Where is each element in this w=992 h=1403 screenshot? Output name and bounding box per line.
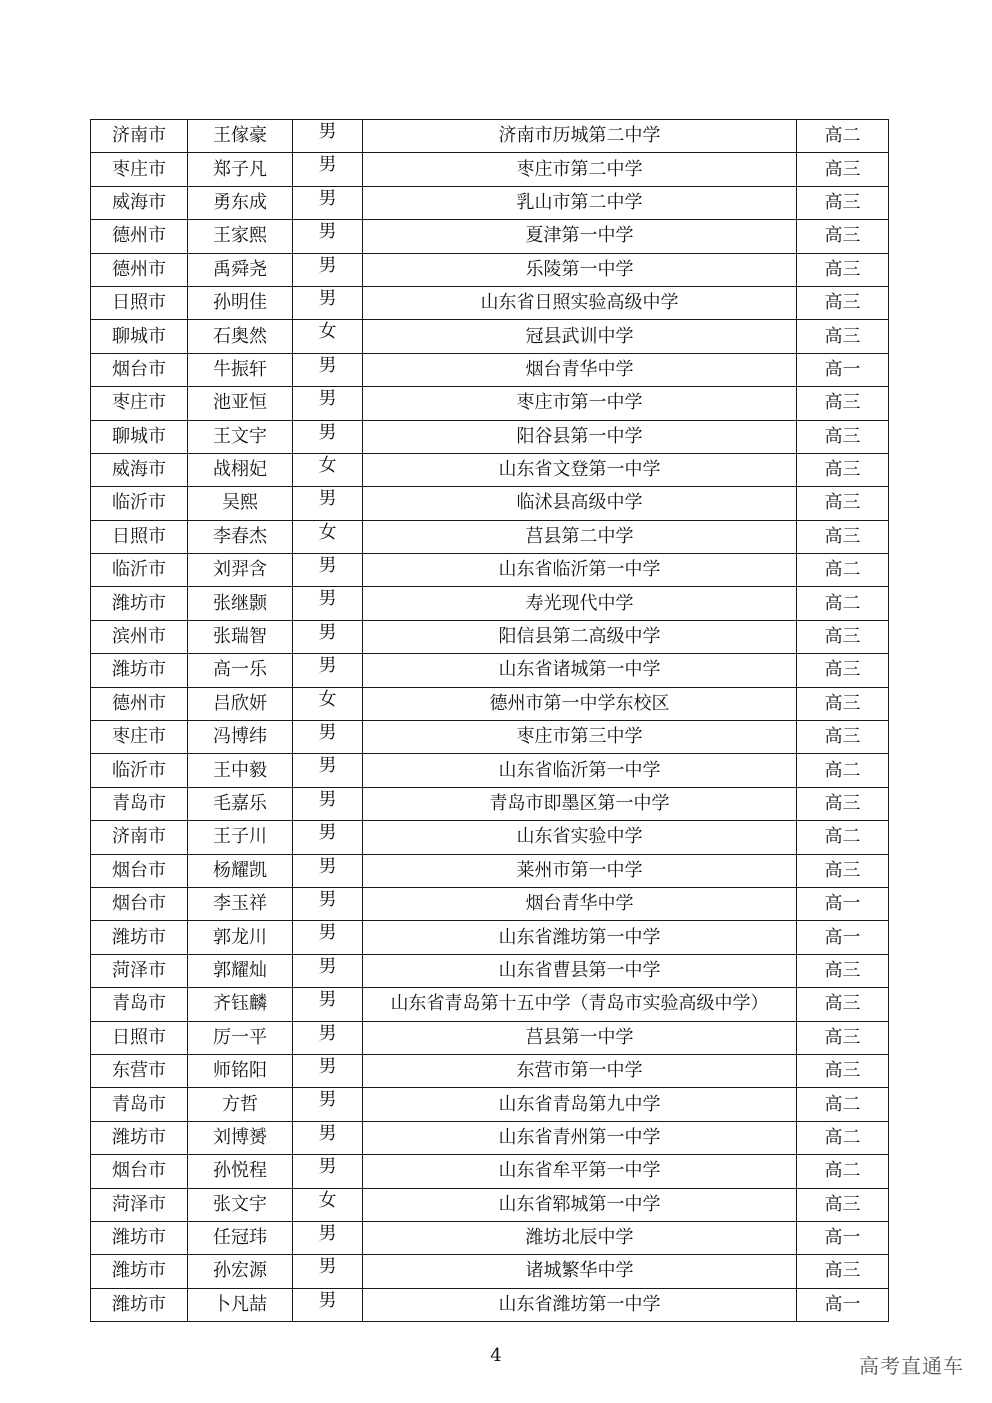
gender-cell: 男 (293, 654, 363, 687)
grade-cell: 高一 (797, 1288, 889, 1321)
city-cell: 烟台市 (91, 887, 188, 920)
city-cell: 滨州市 (91, 620, 188, 653)
name-cell: 刘博赟 (188, 1121, 293, 1154)
table-row (91, 220, 889, 253)
grade-cell: 高三 (797, 787, 889, 820)
school-cell: 山东省实验中学 (363, 821, 797, 854)
city-cell: 潍坊市 (91, 1255, 188, 1288)
student-list-table (90, 119, 889, 1322)
table-row (91, 787, 889, 820)
name-cell: 李春杰 (188, 520, 293, 553)
name-cell: 勇东成 (188, 186, 293, 219)
grade-cell: 高二 (797, 120, 889, 153)
name-cell: 孙宏源 (188, 1255, 293, 1288)
table-row (91, 921, 889, 954)
gender-cell: 女 (293, 687, 363, 720)
table-row (91, 1088, 889, 1121)
table-row (91, 453, 889, 486)
grade-cell: 高三 (797, 220, 889, 253)
table-row (91, 420, 889, 453)
gender-cell: 男 (293, 554, 363, 587)
gender-cell: 男 (293, 1288, 363, 1321)
gender-cell: 男 (293, 854, 363, 887)
grade-cell: 高三 (797, 1255, 889, 1288)
gender-cell: 男 (293, 754, 363, 787)
gender-cell: 女 (293, 453, 363, 486)
name-cell: 厉一平 (188, 1021, 293, 1054)
name-cell: 池亚恒 (188, 387, 293, 420)
gender-cell: 男 (293, 721, 363, 754)
grade-cell: 高三 (797, 954, 889, 987)
city-cell: 日照市 (91, 286, 188, 319)
grade-cell: 高三 (797, 854, 889, 887)
table-row (91, 1221, 889, 1254)
gender-cell: 男 (293, 286, 363, 319)
page-number: 4 (490, 1345, 502, 1366)
grade-cell: 高二 (797, 1088, 889, 1121)
school-cell: 枣庄市第三中学 (363, 721, 797, 754)
table-row (91, 186, 889, 219)
gender-cell: 男 (293, 1021, 363, 1054)
table-row (91, 854, 889, 887)
name-cell: 毛嘉乐 (188, 787, 293, 820)
name-cell: 刘羿含 (188, 554, 293, 587)
name-cell: 冯博纬 (188, 721, 293, 754)
table-row (91, 620, 889, 653)
school-cell: 冠县武训中学 (363, 320, 797, 353)
table-row (91, 554, 889, 587)
school-cell: 济南市历城第二中学 (363, 120, 797, 153)
table-row (91, 687, 889, 720)
city-cell: 临沂市 (91, 754, 188, 787)
gender-cell: 男 (293, 620, 363, 653)
school-cell: 德州市第一中学东校区 (363, 687, 797, 720)
gender-cell: 男 (293, 186, 363, 219)
city-cell: 日照市 (91, 520, 188, 553)
school-cell: 山东省潍坊第一中学 (363, 921, 797, 954)
table-row (91, 1121, 889, 1154)
school-cell: 山东省郓城第一中学 (363, 1188, 797, 1221)
city-cell: 德州市 (91, 253, 188, 286)
table-row (91, 286, 889, 319)
city-cell: 潍坊市 (91, 921, 188, 954)
gender-cell: 男 (293, 487, 363, 520)
grade-cell: 高三 (797, 1054, 889, 1087)
gender-cell: 男 (293, 921, 363, 954)
grade-cell: 高三 (797, 721, 889, 754)
table-row (91, 120, 889, 153)
table-row (91, 988, 889, 1021)
grade-cell: 高三 (797, 286, 889, 319)
school-cell: 乳山市第二中学 (363, 186, 797, 219)
school-cell: 枣庄市第二中学 (363, 153, 797, 186)
school-cell: 寿光现代中学 (363, 587, 797, 620)
table-row (91, 954, 889, 987)
gender-cell: 女 (293, 520, 363, 553)
grade-cell: 高三 (797, 520, 889, 553)
city-cell: 济南市 (91, 821, 188, 854)
table-row (91, 1188, 889, 1221)
name-cell: 孙悦程 (188, 1155, 293, 1188)
table-row (91, 654, 889, 687)
table-row (91, 1288, 889, 1321)
grade-cell: 高三 (797, 620, 889, 653)
gender-cell: 女 (293, 320, 363, 353)
city-cell: 枣庄市 (91, 721, 188, 754)
school-cell: 山东省青岛第九中学 (363, 1088, 797, 1121)
school-cell: 枣庄市第一中学 (363, 387, 797, 420)
school-cell: 烟台青华中学 (363, 887, 797, 920)
table-row (91, 1054, 889, 1087)
school-cell: 烟台青华中学 (363, 353, 797, 386)
grade-cell: 高一 (797, 887, 889, 920)
school-cell: 潍坊北辰中学 (363, 1221, 797, 1254)
city-cell: 菏泽市 (91, 1188, 188, 1221)
name-cell: 石奥然 (188, 320, 293, 353)
table-row (91, 721, 889, 754)
name-cell: 王子川 (188, 821, 293, 854)
name-cell: 王家熙 (188, 220, 293, 253)
gender-cell: 男 (293, 253, 363, 286)
name-cell: 禹舜尧 (188, 253, 293, 286)
city-cell: 济南市 (91, 120, 188, 153)
name-cell: 王文宇 (188, 420, 293, 453)
watermark-text: 高考直通车 (859, 1354, 964, 1378)
school-cell: 乐陵第一中学 (363, 253, 797, 286)
grade-cell: 高三 (797, 687, 889, 720)
grade-cell: 高一 (797, 921, 889, 954)
table-row (91, 754, 889, 787)
gender-cell: 男 (293, 988, 363, 1021)
school-cell: 临沭县高级中学 (363, 487, 797, 520)
grade-cell: 高三 (797, 186, 889, 219)
table-row (91, 320, 889, 353)
city-cell: 日照市 (91, 1021, 188, 1054)
grade-cell: 高三 (797, 988, 889, 1021)
school-cell: 山东省潍坊第一中学 (363, 1288, 797, 1321)
city-cell: 潍坊市 (91, 1221, 188, 1254)
name-cell: 王傢豪 (188, 120, 293, 153)
grade-cell: 高二 (797, 1155, 889, 1188)
name-cell: 张瑞智 (188, 620, 293, 653)
name-cell: 吴熙 (188, 487, 293, 520)
gender-cell: 男 (293, 954, 363, 987)
gender-cell: 男 (293, 787, 363, 820)
gender-cell: 男 (293, 353, 363, 386)
school-cell: 山东省青州第一中学 (363, 1121, 797, 1154)
school-cell: 山东省诸城第一中学 (363, 654, 797, 687)
school-cell: 山东省临沂第一中学 (363, 754, 797, 787)
city-cell: 德州市 (91, 687, 188, 720)
name-cell: 王中毅 (188, 754, 293, 787)
name-cell: 郭耀灿 (188, 954, 293, 987)
gender-cell: 男 (293, 1155, 363, 1188)
name-cell: 牛振轩 (188, 353, 293, 386)
name-cell: 张继颢 (188, 587, 293, 620)
city-cell: 潍坊市 (91, 587, 188, 620)
city-cell: 烟台市 (91, 854, 188, 887)
city-cell: 聊城市 (91, 420, 188, 453)
grade-cell: 高二 (797, 554, 889, 587)
city-cell: 德州市 (91, 220, 188, 253)
grade-cell: 高三 (797, 153, 889, 186)
gender-cell: 男 (293, 1221, 363, 1254)
city-cell: 聊城市 (91, 320, 188, 353)
school-cell: 莒县第二中学 (363, 520, 797, 553)
name-cell: 杨耀凯 (188, 854, 293, 887)
table-row (91, 253, 889, 286)
table-row (91, 1155, 889, 1188)
name-cell: 吕欣妍 (188, 687, 293, 720)
school-cell: 夏津第一中学 (363, 220, 797, 253)
city-cell: 枣庄市 (91, 153, 188, 186)
grade-cell: 高二 (797, 754, 889, 787)
grade-cell: 高二 (797, 821, 889, 854)
grade-cell: 高三 (797, 1021, 889, 1054)
table-row (91, 487, 889, 520)
grade-cell: 高三 (797, 253, 889, 286)
city-cell: 威海市 (91, 186, 188, 219)
city-cell: 菏泽市 (91, 954, 188, 987)
gender-cell: 男 (293, 420, 363, 453)
name-cell: 任冠玮 (188, 1221, 293, 1254)
school-cell: 山东省曹县第一中学 (363, 954, 797, 987)
name-cell: 李玉祥 (188, 887, 293, 920)
name-cell: 郭龙川 (188, 921, 293, 954)
grade-cell: 高三 (797, 420, 889, 453)
city-cell: 潍坊市 (91, 654, 188, 687)
school-cell: 阳谷县第一中学 (363, 420, 797, 453)
school-cell: 山东省牟平第一中学 (363, 1155, 797, 1188)
table-row (91, 821, 889, 854)
grade-cell: 高一 (797, 353, 889, 386)
table-row (91, 387, 889, 420)
name-cell: 战栩妃 (188, 453, 293, 486)
school-cell: 东营市第一中学 (363, 1054, 797, 1087)
name-cell: 高一乐 (188, 654, 293, 687)
grade-cell: 高三 (797, 453, 889, 486)
gender-cell: 女 (293, 1188, 363, 1221)
table-body (91, 120, 889, 1322)
name-cell: 卜凡喆 (188, 1288, 293, 1321)
gender-cell: 男 (293, 821, 363, 854)
school-cell: 阳信县第二高级中学 (363, 620, 797, 653)
grade-cell: 高三 (797, 387, 889, 420)
city-cell: 烟台市 (91, 353, 188, 386)
gender-cell: 男 (293, 387, 363, 420)
school-cell: 莱州市第一中学 (363, 854, 797, 887)
table-row (91, 153, 889, 186)
city-cell: 青岛市 (91, 787, 188, 820)
grade-cell: 高一 (797, 1221, 889, 1254)
gender-cell: 男 (293, 1255, 363, 1288)
school-cell: 山东省青岛第十五中学（青岛市实验高级中学） (363, 988, 797, 1021)
city-cell: 青岛市 (91, 988, 188, 1021)
gender-cell: 男 (293, 1054, 363, 1087)
table-row (91, 587, 889, 620)
city-cell: 潍坊市 (91, 1121, 188, 1154)
gender-cell: 男 (293, 220, 363, 253)
school-cell: 山东省文登第一中学 (363, 453, 797, 486)
table-row (91, 887, 889, 920)
city-cell: 威海市 (91, 453, 188, 486)
grade-cell: 高三 (797, 320, 889, 353)
grade-cell: 高三 (797, 487, 889, 520)
gender-cell: 男 (293, 1088, 363, 1121)
table-row (91, 1255, 889, 1288)
name-cell: 齐钰麟 (188, 988, 293, 1021)
city-cell: 烟台市 (91, 1155, 188, 1188)
school-cell: 莒县第一中学 (363, 1021, 797, 1054)
grade-cell: 高二 (797, 1121, 889, 1154)
school-cell: 山东省日照实验高级中学 (363, 286, 797, 319)
table-row (91, 520, 889, 553)
city-cell: 青岛市 (91, 1088, 188, 1121)
table-row (91, 353, 889, 386)
city-cell: 东营市 (91, 1054, 188, 1087)
city-cell: 枣庄市 (91, 387, 188, 420)
name-cell: 方哲 (188, 1088, 293, 1121)
city-cell: 潍坊市 (91, 1288, 188, 1321)
gender-cell: 男 (293, 153, 363, 186)
grade-cell: 高三 (797, 1188, 889, 1221)
school-cell: 山东省临沂第一中学 (363, 554, 797, 587)
table-row (91, 1021, 889, 1054)
city-cell: 临沂市 (91, 487, 188, 520)
name-cell: 孙明佳 (188, 286, 293, 319)
school-cell: 青岛市即墨区第一中学 (363, 787, 797, 820)
school-cell: 诸城繁华中学 (363, 1255, 797, 1288)
city-cell: 临沂市 (91, 554, 188, 587)
gender-cell: 男 (293, 887, 363, 920)
gender-cell: 男 (293, 120, 363, 153)
gender-cell: 男 (293, 587, 363, 620)
gender-cell: 男 (293, 1121, 363, 1154)
grade-cell: 高三 (797, 654, 889, 687)
name-cell: 师铭阳 (188, 1054, 293, 1087)
grade-cell: 高二 (797, 587, 889, 620)
name-cell: 郑子凡 (188, 153, 293, 186)
name-cell: 张文宇 (188, 1188, 293, 1221)
